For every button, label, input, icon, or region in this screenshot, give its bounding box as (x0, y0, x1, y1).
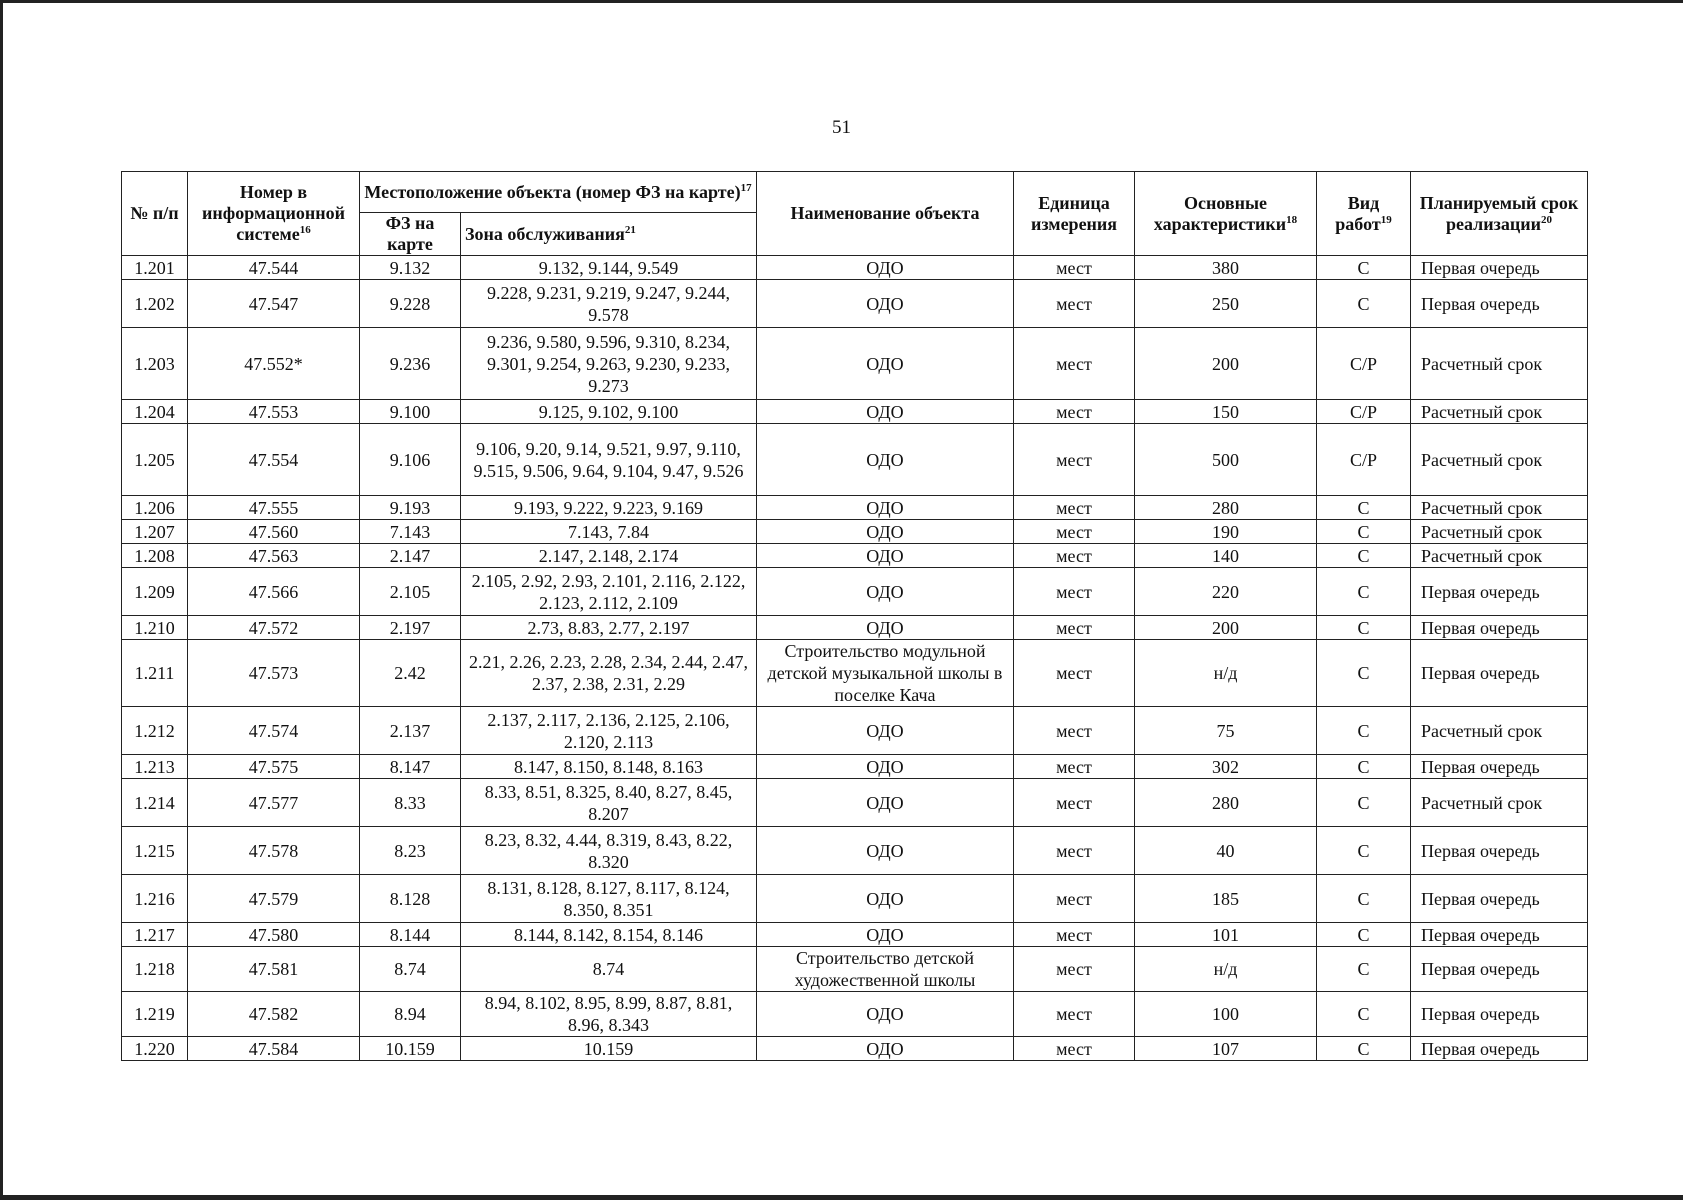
cell-plan: Расчетный срок (1411, 328, 1588, 400)
cell-info-number: 47.544 (188, 256, 360, 280)
header-fz: ФЗ на карте (360, 213, 461, 256)
cell-info-number: 47.578 (188, 827, 360, 875)
cell-fz: 10.159 (360, 1037, 461, 1061)
cell-num: 1.218 (122, 947, 188, 992)
cell-work-type: С/Р (1317, 400, 1411, 424)
cell-plan: Первая очередь (1411, 568, 1588, 616)
cell-work-type: С (1317, 256, 1411, 280)
cell-plan: Первая очередь (1411, 616, 1588, 640)
cell-info-number: 47.553 (188, 400, 360, 424)
table-row (122, 568, 1588, 616)
cell-characteristics: 107 (1135, 1037, 1317, 1061)
cell-characteristics: 200 (1135, 616, 1317, 640)
cell-work-type: С (1317, 520, 1411, 544)
cell-num: 1.204 (122, 400, 188, 424)
cell-name: ОДО (757, 568, 1014, 616)
cell-zone: 8.23, 8.32, 4.44, 8.319, 8.43, 8.22, 8.320 (461, 827, 757, 875)
cell-unit: мест (1014, 640, 1135, 707)
table-row (122, 496, 1588, 520)
cell-unit: мест (1014, 520, 1135, 544)
cell-fz: 9.132 (360, 256, 461, 280)
cell-characteristics: 302 (1135, 755, 1317, 779)
cell-zone: 9.132, 9.144, 9.549 (461, 256, 757, 280)
page-number: 51 (832, 117, 851, 138)
cell-fz: 2.147 (360, 544, 461, 568)
cell-name: ОДО (757, 755, 1014, 779)
table-row (122, 616, 1588, 640)
cell-unit: мест (1014, 400, 1135, 424)
cell-fz: 2.197 (360, 616, 461, 640)
cell-unit: мест (1014, 875, 1135, 923)
cell-characteristics: 185 (1135, 875, 1317, 923)
cell-zone: 9.193, 9.222, 9.223, 9.169 (461, 496, 757, 520)
cell-info-number: 47.563 (188, 544, 360, 568)
cell-zone: 8.131, 8.128, 8.127, 8.117, 8.124, 8.350, 8.351 (461, 875, 757, 923)
cell-num: 1.210 (122, 616, 188, 640)
cell-num: 1.208 (122, 544, 188, 568)
table-row (122, 779, 1588, 827)
cell-plan: Расчетный срок (1411, 400, 1588, 424)
cell-unit: мест (1014, 280, 1135, 328)
cell-fz: 8.144 (360, 923, 461, 947)
table-row (122, 923, 1588, 947)
cell-characteristics: 280 (1135, 496, 1317, 520)
cell-name: ОДО (757, 1037, 1014, 1061)
table-row (122, 755, 1588, 779)
cell-unit: мест (1014, 568, 1135, 616)
cell-plan: Первая очередь (1411, 256, 1588, 280)
cell-unit: мест (1014, 992, 1135, 1037)
cell-unit: мест (1014, 256, 1135, 280)
cell-num: 1.205 (122, 424, 188, 496)
cell-characteristics: 200 (1135, 328, 1317, 400)
page-border-left (0, 0, 3, 1200)
cell-info-number: 47.573 (188, 640, 360, 707)
cell-work-type: С (1317, 1037, 1411, 1061)
cell-characteristics: 40 (1135, 827, 1317, 875)
cell-info-number: 47.584 (188, 1037, 360, 1061)
cell-unit: мест (1014, 616, 1135, 640)
table-row (122, 424, 1588, 496)
cell-unit: мест (1014, 947, 1135, 992)
cell-info-number: 47.555 (188, 496, 360, 520)
table-row (122, 1037, 1588, 1061)
cell-plan: Первая очередь (1411, 923, 1588, 947)
cell-zone: 9.125, 9.102, 9.100 (461, 400, 757, 424)
cell-characteristics: н/д (1135, 947, 1317, 992)
cell-zone: 8.33, 8.51, 8.325, 8.40, 8.27, 8.45, 8.207 (461, 779, 757, 827)
objects-table (121, 171, 1588, 1061)
cell-name: ОДО (757, 256, 1014, 280)
cell-zone: 9.236, 9.580, 9.596, 9.310, 8.234, 9.301, 9.254, 9.263, 9.230, 9.233, 9.273 (461, 328, 757, 400)
cell-zone: 8.74 (461, 947, 757, 992)
cell-info-number: 47.575 (188, 755, 360, 779)
cell-plan: Расчетный срок (1411, 520, 1588, 544)
cell-num: 1.203 (122, 328, 188, 400)
cell-fz: 8.94 (360, 992, 461, 1037)
cell-info-number: 47.579 (188, 875, 360, 923)
cell-num: 1.209 (122, 568, 188, 616)
cell-info-number: 47.552* (188, 328, 360, 400)
cell-info-number: 47.574 (188, 707, 360, 755)
cell-num: 1.212 (122, 707, 188, 755)
cell-work-type: С (1317, 280, 1411, 328)
cell-fz: 8.147 (360, 755, 461, 779)
cell-characteristics: 380 (1135, 256, 1317, 280)
cell-characteristics: 220 (1135, 568, 1317, 616)
cell-zone: 2.137, 2.117, 2.136, 2.125, 2.106, 2.120, 2.113 (461, 707, 757, 755)
cell-plan: Первая очередь (1411, 947, 1588, 992)
cell-work-type: С (1317, 755, 1411, 779)
cell-fz: 7.143 (360, 520, 461, 544)
header-zone: Зона обслуживания$^{21}$ (461, 213, 757, 256)
header-location: Местоположение объекта (номер ФЗ на карте)$^{17}$ (360, 172, 757, 213)
cell-fz: 2.105 (360, 568, 461, 616)
table-row (122, 544, 1588, 568)
cell-name: ОДО (757, 992, 1014, 1037)
cell-name: ОДО (757, 875, 1014, 923)
cell-characteristics: 280 (1135, 779, 1317, 827)
cell-num: 1.202 (122, 280, 188, 328)
cell-work-type: С (1317, 640, 1411, 707)
cell-num: 1.213 (122, 755, 188, 779)
cell-info-number: 47.577 (188, 779, 360, 827)
cell-unit: мест (1014, 328, 1135, 400)
cell-unit: мест (1014, 1037, 1135, 1061)
cell-plan: Расчетный срок (1411, 707, 1588, 755)
table-row (122, 520, 1588, 544)
cell-work-type: С/Р (1317, 328, 1411, 400)
cell-name: Строительство модульной детской музыкальной школы в поселке Кача (757, 640, 1014, 707)
cell-info-number: 47.560 (188, 520, 360, 544)
cell-fz: 2.137 (360, 707, 461, 755)
cell-fz: 9.193 (360, 496, 461, 520)
cell-num: 1.214 (122, 779, 188, 827)
cell-num: 1.217 (122, 923, 188, 947)
cell-fz: 8.33 (360, 779, 461, 827)
table-row (122, 280, 1588, 328)
cell-plan: Расчетный срок (1411, 496, 1588, 520)
cell-characteristics: 190 (1135, 520, 1317, 544)
table-row (122, 992, 1588, 1037)
cell-num: 1.207 (122, 520, 188, 544)
cell-name: ОДО (757, 400, 1014, 424)
cell-zone: 9.106, 9.20, 9.14, 9.521, 9.97, 9.110, 9.515, 9.506, 9.64, 9.104, 9.47, 9.526 (461, 424, 757, 496)
table-body (122, 256, 1588, 1061)
cell-characteristics: н/д (1135, 640, 1317, 707)
cell-characteristics: 140 (1135, 544, 1317, 568)
cell-zone: 2.147, 2.148, 2.174 (461, 544, 757, 568)
cell-name: ОДО (757, 280, 1014, 328)
cell-zone: 8.94, 8.102, 8.95, 8.99, 8.87, 8.81, 8.96, 8.343 (461, 992, 757, 1037)
cell-info-number: 47.554 (188, 424, 360, 496)
cell-work-type: С (1317, 616, 1411, 640)
cell-name: ОДО (757, 496, 1014, 520)
cell-zone: 2.21, 2.26, 2.23, 2.28, 2.34, 2.44, 2.47, 2.37, 2.38, 2.31, 2.29 (461, 640, 757, 707)
cell-plan: Первая очередь (1411, 1037, 1588, 1061)
cell-plan: Расчетный срок (1411, 779, 1588, 827)
cell-fz: 2.42 (360, 640, 461, 707)
cell-fz: 9.236 (360, 328, 461, 400)
cell-name: ОДО (757, 520, 1014, 544)
cell-work-type: С (1317, 992, 1411, 1037)
cell-name: ОДО (757, 544, 1014, 568)
cell-fz: 9.228 (360, 280, 461, 328)
cell-name: ОДО (757, 923, 1014, 947)
cell-work-type: С (1317, 568, 1411, 616)
cell-unit: мест (1014, 496, 1135, 520)
cell-characteristics: 75 (1135, 707, 1317, 755)
cell-info-number: 47.566 (188, 568, 360, 616)
cell-name: ОДО (757, 779, 1014, 827)
cell-characteristics: 100 (1135, 992, 1317, 1037)
cell-characteristics: 150 (1135, 400, 1317, 424)
page-border-top (0, 0, 1683, 3)
header-unit: Единица измерения (1014, 172, 1135, 256)
cell-plan: Первая очередь (1411, 875, 1588, 923)
table-row (122, 875, 1588, 923)
cell-zone: 2.73, 8.83, 2.77, 2.197 (461, 616, 757, 640)
cell-info-number: 47.580 (188, 923, 360, 947)
page-border-bottom (0, 1195, 1683, 1200)
cell-name: ОДО (757, 424, 1014, 496)
cell-info-number: 47.547 (188, 280, 360, 328)
table-row (122, 707, 1588, 755)
cell-unit: мест (1014, 779, 1135, 827)
table-row (122, 947, 1588, 992)
cell-work-type: С (1317, 827, 1411, 875)
cell-plan: Расчетный срок (1411, 424, 1588, 496)
cell-work-type: С (1317, 875, 1411, 923)
cell-work-type: С (1317, 707, 1411, 755)
table-row (122, 827, 1588, 875)
cell-num: 1.219 (122, 992, 188, 1037)
header-plan: Планируемый срок реализации$^{20}$ (1411, 172, 1588, 256)
cell-zone: 8.144, 8.142, 8.154, 8.146 (461, 923, 757, 947)
header-work-type: Вид работ$^{19}$ (1317, 172, 1411, 256)
cell-plan: Первая очередь (1411, 755, 1588, 779)
header-name: Наименование объекта (757, 172, 1014, 256)
cell-zone: 2.105, 2.92, 2.93, 2.101, 2.116, 2.122, 2.123, 2.112, 2.109 (461, 568, 757, 616)
cell-unit: мест (1014, 544, 1135, 568)
cell-info-number: 47.582 (188, 992, 360, 1037)
cell-unit: мест (1014, 755, 1135, 779)
header-num: № п/п (122, 172, 188, 256)
cell-zone: 10.159 (461, 1037, 757, 1061)
cell-plan: Первая очередь (1411, 827, 1588, 875)
table-row (122, 400, 1588, 424)
cell-work-type: С (1317, 923, 1411, 947)
cell-characteristics: 101 (1135, 923, 1317, 947)
cell-num: 1.216 (122, 875, 188, 923)
cell-name: Строительство детской художественной школы (757, 947, 1014, 992)
cell-characteristics: 500 (1135, 424, 1317, 496)
cell-num: 1.220 (122, 1037, 188, 1061)
cell-name: ОДО (757, 328, 1014, 400)
cell-num: 1.215 (122, 827, 188, 875)
cell-work-type: С (1317, 496, 1411, 520)
cell-fz: 9.106 (360, 424, 461, 496)
cell-work-type: С (1317, 779, 1411, 827)
cell-unit: мест (1014, 424, 1135, 496)
cell-fz: 8.74 (360, 947, 461, 992)
cell-unit: мест (1014, 827, 1135, 875)
cell-name: ОДО (757, 707, 1014, 755)
cell-characteristics: 250 (1135, 280, 1317, 328)
table-row (122, 640, 1588, 707)
cell-info-number: 47.581 (188, 947, 360, 992)
cell-zone: 9.228, 9.231, 9.219, 9.247, 9.244, 9.578 (461, 280, 757, 328)
cell-plan: Первая очередь (1411, 280, 1588, 328)
header-characteristics: Основные характеристики$^{18}$ (1135, 172, 1317, 256)
cell-fz: 8.23 (360, 827, 461, 875)
cell-zone: 7.143, 7.84 (461, 520, 757, 544)
cell-name: ОДО (757, 616, 1014, 640)
cell-name: ОДО (757, 827, 1014, 875)
cell-zone: 8.147, 8.150, 8.148, 8.163 (461, 755, 757, 779)
table-row (122, 256, 1588, 280)
cell-unit: мест (1014, 707, 1135, 755)
cell-plan: Первая очередь (1411, 992, 1588, 1037)
cell-num: 1.201 (122, 256, 188, 280)
cell-work-type: С (1317, 544, 1411, 568)
cell-num: 1.211 (122, 640, 188, 707)
cell-work-type: С/Р (1317, 424, 1411, 496)
cell-work-type: С (1317, 947, 1411, 992)
cell-num: 1.206 (122, 496, 188, 520)
cell-fz: 9.100 (360, 400, 461, 424)
cell-plan: Расчетный срок (1411, 544, 1588, 568)
table-row (122, 328, 1588, 400)
cell-plan: Первая очередь (1411, 640, 1588, 707)
cell-info-number: 47.572 (188, 616, 360, 640)
header-info-number: Номер в информационной системе$^{16}$ (188, 172, 360, 256)
cell-fz: 8.128 (360, 875, 461, 923)
cell-unit: мест (1014, 923, 1135, 947)
